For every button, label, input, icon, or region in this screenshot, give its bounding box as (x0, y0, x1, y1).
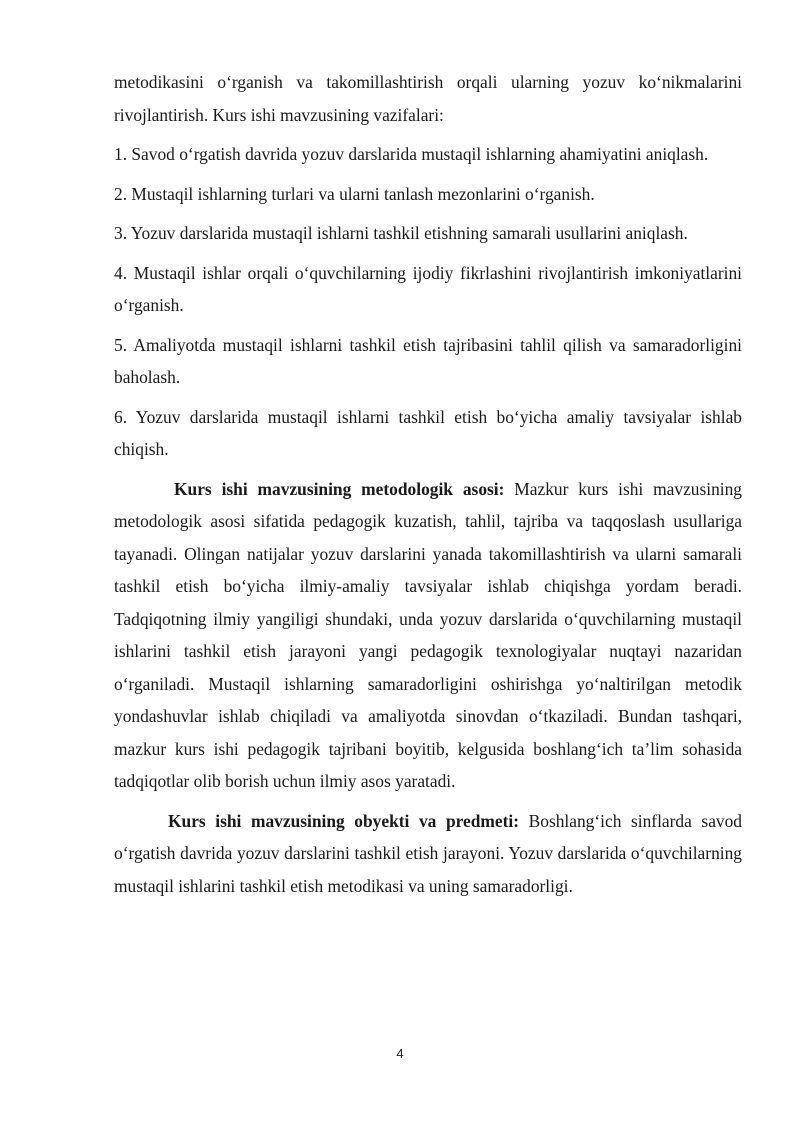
page-body (114, 66, 742, 909)
task-item-1: 1. Savod o‘rgatish davrida yozuv darslarida mustaqil ishlarning ahamiyatini aniqlash. (114, 144, 709, 164)
methodology-paragraph (114, 473, 742, 798)
object-subject-text: Boshlang‘ich sinflarda savod o‘rgatish davrida yozuv darslarini tashkil etish jarayoni. Yozuv darslarida o‘quvchilarning mustaqil ishlarini tashkil etish metodikasi va uning samaradorligi. (114, 810, 742, 896)
task-item-5: 5. Amaliyotda mustaqil ishlarni tashkil etish tajribasini tahlil qilish va samaradorligini baholash. (114, 334, 742, 387)
object-subject-paragraph (114, 805, 742, 903)
task-item-4: 4. Mustaqil ishlar orqali o‘quvchilarning ijodiy fikrlashini rivojlantirish imkoniyatlarini o‘rganish. (114, 262, 742, 315)
methodology-heading: Kurs ishi mavzusining metodologik asosi: (174, 478, 505, 499)
intro-continuation-paragraph: metodikasini o‘rganish va takomillashtirish orqali ularning yozuv ko‘nikmalarini rivojlantirish. Kurs ishi mavzusining vazifalari: (114, 72, 742, 125)
task-item-3: 3. Yozuv darslarida mustaqil ishlarni tashkil etishning samarali usullarini aniqlash. (114, 223, 688, 243)
methodology-text: Mazkur kurs ishi mavzusining metodologik asosi sifatida pedagogik kuzatish, tahlil, tajriba va taqqoslash usullariga tayanadi. Olingan natijalar yozuv darslarini yanada takomillashtirish va ularni samarali tashkil etish bo‘yicha ilmiy-amaliy tavsiyalar ishlab chiqishga yordam beradi. Tadqiqotning ilmiy yangiligi shundaki, unda yozuv darslarida o‘quvchilarning mustaqil ishlarini tashkil etish jarayoni yangi pedagogik texnologiyalar nuqtayi nazaridan o‘rganiladi. Mustaqil ishlarning samaradorligini oshirishga yo‘naltirilgan metodik yondashuvlar ishlab chiqiladi va amaliyotda sinovdan o‘tkaziladi. Bundan tashqari, mazkur kurs ishi pedagogik tajribani boyitib, kelgusida boshlang‘ich ta’lim sohasida tadqiqotlar olib borish uchun ilmiy asos yaratadi. (114, 478, 742, 791)
object-subject-heading: Kurs ishi mavzusining obyekti va predmeti: (168, 810, 520, 831)
task-item-2: 2. Mustaqil ishlarning turlari va ularni tanlash mezonlarini o‘rganish. (114, 183, 595, 204)
page-number: 4 (396, 1046, 404, 1061)
task-item-6: 6. Yozuv darslarida mustaqil ishlarni tashkil etish bo‘yicha amaliy tavsiyalar ishlab chiqish. (114, 406, 742, 459)
